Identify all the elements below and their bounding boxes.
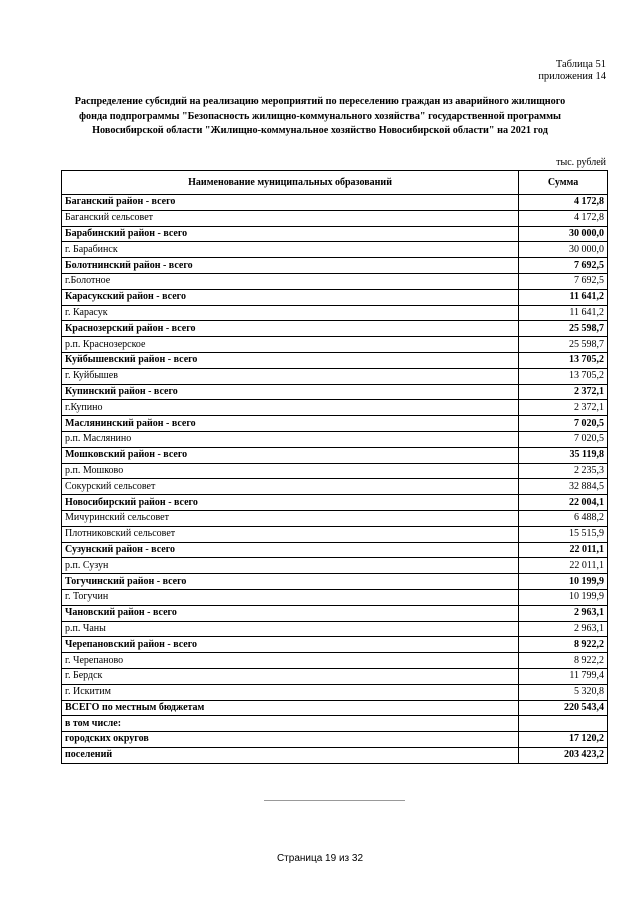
municipality-name: Сузунский район - всего <box>62 542 519 558</box>
table-number: Таблица 51 <box>555 59 606 70</box>
table-row <box>62 684 608 700</box>
footer-divider <box>264 800 405 801</box>
municipality-name: г. Бердск <box>62 668 519 684</box>
municipality-name: р.п. Маслянино <box>62 431 519 447</box>
municipality-name: г. Искитим <box>62 684 519 700</box>
municipality-name: Черепановский район - всего <box>62 637 519 653</box>
subsidy-amount: 7 692,5 <box>519 258 608 274</box>
subsidy-amount: 32 884,5 <box>519 479 608 495</box>
table-header-row <box>62 171 608 195</box>
municipality-name: Куйбышевский район - всего <box>62 352 519 368</box>
table-row <box>62 431 608 447</box>
subsidy-amount: 7 020,5 <box>519 416 608 432</box>
municipality-name: г. Черепаново <box>62 653 519 669</box>
municipality-name: г. Барабинск <box>62 242 519 258</box>
municipality-name: г.Болотное <box>62 273 519 289</box>
page-number: Страница 19 из 32 <box>276 853 364 864</box>
appendix-reference: приложения 14 <box>538 71 606 82</box>
subsidy-amount: 6 488,2 <box>519 510 608 526</box>
table-row <box>62 621 608 637</box>
table-row <box>62 337 608 353</box>
table-row <box>62 416 608 432</box>
column-header-sum: Сумма <box>519 171 608 195</box>
subsidy-amount: 13 705,2 <box>519 368 608 384</box>
municipality-name: р.п. Сузун <box>62 558 519 574</box>
table-row <box>62 195 608 211</box>
subsidy-amount: 15 515,9 <box>519 526 608 542</box>
municipality-name: ВСЕГО по местным бюджетам <box>62 700 519 716</box>
municipality-name: городских округов <box>62 732 519 748</box>
municipality-name: Маслянинский район - всего <box>62 416 519 432</box>
table-row <box>62 526 608 542</box>
table-row <box>62 273 608 289</box>
subsidy-amount: 17 120,2 <box>519 732 608 748</box>
subsidy-amount <box>519 716 608 732</box>
municipality-name: Купинский район - всего <box>62 384 519 400</box>
municipality-name: Мошковский район - всего <box>62 447 519 463</box>
subsidy-amount: 30 000,0 <box>519 226 608 242</box>
unit-label: тыс. рублей <box>556 157 606 168</box>
municipality-name: Сокурский сельсовет <box>62 479 519 495</box>
subsidy-amount: 30 000,0 <box>519 242 608 258</box>
table-row <box>62 305 608 321</box>
table-row <box>62 447 608 463</box>
municipality-name: г. Карасук <box>62 305 519 321</box>
table-row <box>62 589 608 605</box>
municipality-name: Болотнинский район - всего <box>62 258 519 274</box>
subsidy-amount: 2 372,1 <box>519 384 608 400</box>
subsidy-amount: 35 119,8 <box>519 447 608 463</box>
table-row <box>62 242 608 258</box>
table-body <box>62 195 608 764</box>
table-row <box>62 321 608 337</box>
table-row <box>62 716 608 732</box>
subsidy-amount: 25 598,7 <box>519 321 608 337</box>
subsidy-amount: 11 641,2 <box>519 289 608 305</box>
subsidy-amount: 7 692,5 <box>519 273 608 289</box>
municipality-name: Баганский район - всего <box>62 195 519 211</box>
subsidy-amount: 10 199,9 <box>519 574 608 590</box>
municipality-name: Новосибирский район - всего <box>62 495 519 511</box>
table-row <box>62 637 608 653</box>
municipality-name: Тогучинский район - всего <box>62 574 519 590</box>
table-row <box>62 747 608 763</box>
municipality-name: Плотниковский сельсовет <box>62 526 519 542</box>
subsidy-amount: 11 799,4 <box>519 668 608 684</box>
municipality-name: р.п. Краснозерское <box>62 337 519 353</box>
subsidy-amount: 2 235,3 <box>519 463 608 479</box>
table-row <box>62 574 608 590</box>
municipality-name: р.п. Мошково <box>62 463 519 479</box>
subsidy-amount: 2 963,1 <box>519 605 608 621</box>
subsidy-table <box>61 170 608 764</box>
subsidy-amount: 203 423,2 <box>519 747 608 763</box>
municipality-name: Карасукский район - всего <box>62 289 519 305</box>
municipality-name: Мичуринский сельсовет <box>62 510 519 526</box>
table-row <box>62 479 608 495</box>
table-row <box>62 226 608 242</box>
subsidy-amount: 2 963,1 <box>519 621 608 637</box>
table-row <box>62 495 608 511</box>
document-title: Распределение субсидий на реализацию мероприятий по переселению граждан из аварийного жилищного фонда подпрограммы "Безопасность жилищно-коммунального хозяйства" государственной программы Новосибирской области "Жилищно-коммунальное хозяйство Новосибирской области" на 2021 год <box>74 96 566 136</box>
municipality-name: Чановский район - всего <box>62 605 519 621</box>
municipality-name: г. Куйбышев <box>62 368 519 384</box>
municipality-name: Барабинский район - всего <box>62 226 519 242</box>
subsidy-amount: 22 011,1 <box>519 542 608 558</box>
table-row <box>62 668 608 684</box>
municipality-name: г. Тогучин <box>62 589 519 605</box>
table-row <box>62 542 608 558</box>
subsidy-amount: 5 320,8 <box>519 684 608 700</box>
subsidy-amount: 10 199,9 <box>519 589 608 605</box>
subsidy-amount: 22 011,1 <box>519 558 608 574</box>
subsidy-amount: 7 020,5 <box>519 431 608 447</box>
subsidy-amount: 4 172,8 <box>519 195 608 211</box>
table-row <box>62 510 608 526</box>
municipality-name: в том числе: <box>62 716 519 732</box>
table-row <box>62 210 608 226</box>
subsidy-amount: 13 705,2 <box>519 352 608 368</box>
table-row <box>62 400 608 416</box>
subsidy-amount: 11 641,2 <box>519 305 608 321</box>
table-row <box>62 368 608 384</box>
subsidy-amount: 2 372,1 <box>519 400 608 416</box>
subsidy-amount: 220 543,4 <box>519 700 608 716</box>
subsidy-amount: 22 004,1 <box>519 495 608 511</box>
table-row <box>62 384 608 400</box>
municipality-name: р.п. Чаны <box>62 621 519 637</box>
table-row <box>62 700 608 716</box>
subsidy-amount: 4 172,8 <box>519 210 608 226</box>
table-reference <box>538 59 606 83</box>
table-row <box>62 558 608 574</box>
subsidy-amount: 25 598,7 <box>519 337 608 353</box>
subsidy-amount: 8 922,2 <box>519 653 608 669</box>
municipality-name: поселений <box>62 747 519 763</box>
municipality-name: г.Купино <box>62 400 519 416</box>
column-header-name: Наименование муниципальных образований <box>62 171 519 195</box>
subsidy-amount: 8 922,2 <box>519 637 608 653</box>
table-row <box>62 258 608 274</box>
table-row <box>62 463 608 479</box>
municipality-name: Краснозерский район - всего <box>62 321 519 337</box>
table-row <box>62 289 608 305</box>
table-row <box>62 352 608 368</box>
table-row <box>62 605 608 621</box>
table-row <box>62 653 608 669</box>
municipality-name: Баганский сельсовет <box>62 210 519 226</box>
table-row <box>62 732 608 748</box>
